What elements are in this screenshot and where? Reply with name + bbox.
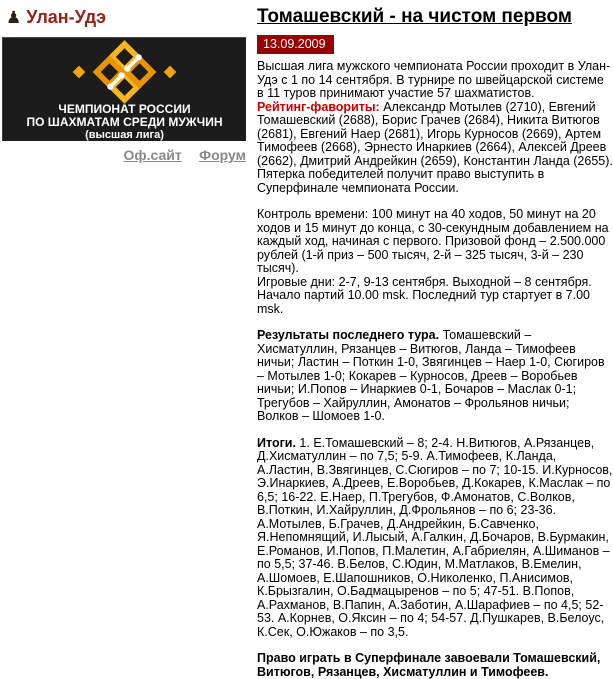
results-block [257, 329, 613, 424]
totals-text: 1. Е.Томашевский – 8; 2-4. Н.Витюгов, А.Рязанцев, Д.Хисматуллин – по 7,5; 5-9. А.Тимофеев, К.Ланда, А.Ластин, В.Звягинцев, С.Сюгиров – по 7; 10-15. И.Курносов, Э.Инаркиев, А.Дреев, Е.Воробьев, Д.Кокарев, К.Маслак – по 6,5; 16-22. Е.Наер, П.Трегубов, Ф.Амонатов, С.Волков, В.Поткин, И.Хайруллин, Д.Фрольянов – по 6; 23-36. А.Мотылев, Б.Грачев, Д.Андрейкин, Б.Савченко, Я.Непомнящий, И.Лысый, А.Галкин, Д.Бочаров, В.Бурмакин, Е.Романов, И.Попов, П.Малетин, А.Габриелян, А.Шиманов – по 5,5; 37-46. В.Белов, С.Юдин, М.Матлаков, В.Емелин, А.Шомоев, Е.Шапошников, О.Николенко, П.Анисимов, К.Брызгалин, О.Бадмацыренов – по 5; 47-51. В.Попов, А.Рахманов, В.Папин, А.Заботин, А.Шарафиев – по 4,5; 52-53. А.Корнев, О.Яксин – по 4; 54-57. Д.Пушкарев, В.Белоус, К.Сек, О.Южаков – по 3,5. [257, 435, 613, 639]
sidebar [0, 0, 247, 163]
playing-days-paragraph: Игровые дни: 2-7, 9-13 сентября. Выходной – 8 сентября. Начало партий 10.00 msk. Последний тур стартует в 7.00 msk. [257, 274, 592, 316]
site-header [0, 0, 247, 28]
results-text: Томашевский – Хисматуллин, Рязанцев – Витюгов, Ланда – Тимофеев ничьи; Ластин – Поткин 1-0, Звягинцев – Наер 1-0, Сюгиров – Мотылев 1-0; Кокарев – Курносов, Дреев – Воробьев ничьи; И.Попов – Инаркиев 0-1, Бочаров – Маслак 0-1; Трегубов – Хайруллин, Амонатов – Фрольянов ничьи; Волков – Шомоев 1-0. [257, 328, 605, 423]
article-title-link[interactable]: Томашевский - на чистом первом [257, 6, 572, 27]
favorites-label: Рейтинг-фавориты: [257, 99, 380, 114]
intro-block [257, 60, 613, 195]
intro-paragraph: Высшая лига мужского чемпионата России проходит в Улан-Удэ с 1 по 14 сентября. В турнире по швейцарской системе в 11 туров принимают участие 57 шахматистов. [257, 59, 611, 100]
article [257, 0, 613, 679]
superfinal-right-paragraph: Пятерка победителей получит право выступить в Суперфинале чемпионата России. [257, 167, 545, 195]
totals-block [257, 437, 613, 640]
favorites-paragraph [257, 101, 613, 169]
banner-title-line2: ПО ШАХМАТАМ СРЕДИ МУЖЧИН [26, 115, 223, 129]
banner-title-line3: (высшая лига) [85, 129, 164, 141]
favorites-text: Александр Мотылев (2710), Евгений Томашевский (2688), Борис Грачев (2684), Никита Витюгов (2681), Евгений Наер (2681), Игорь Курносов (2669), Артем Тимофеев (2668), Эрнесто Инаркиев (2664), Алексей Дреев (2662), Дмитрий Андрейкин (2659), Константин Ланда (2655). [257, 99, 613, 168]
forum-link[interactable]: Форум [199, 147, 246, 163]
superfinal-winners-paragraph: Право играть в Суперфинале завоевали Томашевский, Витюгов, Рязанцев, Хисматуллин и Тимофеев. [257, 651, 601, 679]
date-badge: 13.09.2009 [257, 35, 334, 54]
results-label: Результаты последнего тура. [257, 328, 440, 342]
time-control-paragraph: Контроль времени: 100 минут на 40 ходов, 50 минут на 20 ходов и 15 минут до конца, с 30-секундным добавлением на каждый ход, начиная с первого. Призовой фонд – 2.500.000 рублей (1-й приз – 500 тысяч, 2-й – 325 тысяч, 3-й – 230 тысяч). [257, 207, 609, 275]
endless-knot-emblem-icon [3, 41, 246, 103]
chess-pawn-icon: ♟ [6, 8, 22, 27]
banner-title-line1: ЧЕМПИОНАТ РОССИИ [58, 102, 191, 116]
championship-banner [2, 37, 246, 141]
schedule-block [257, 208, 613, 316]
official-site-link[interactable]: Оф.сайт [123, 147, 182, 163]
sidebar-links [0, 147, 246, 165]
totals-label: Итоги. [257, 435, 296, 450]
site-title: Улан-Удэ [26, 7, 107, 27]
